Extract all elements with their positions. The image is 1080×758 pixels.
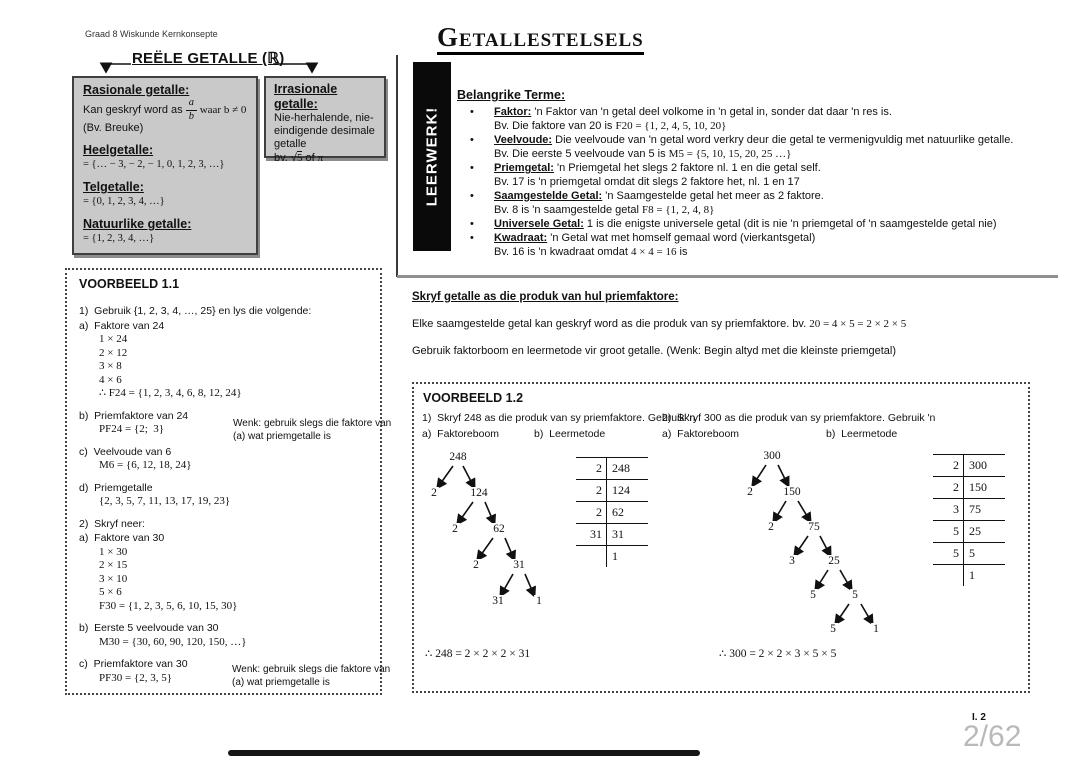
tree-node: 1 bbox=[873, 623, 879, 635]
irrasionale-line: getalle bbox=[274, 138, 307, 150]
page-counter: 2/62 bbox=[963, 720, 1022, 753]
tree-node: 5 bbox=[852, 589, 858, 601]
bullet-icon: • bbox=[470, 106, 474, 118]
question-line: a) Faktore van 30 bbox=[79, 532, 165, 544]
irrasionale-example: bv. √5 of π bbox=[274, 152, 324, 164]
priemfaktore-line2: Gebruik faktorboom en leermetode vir groot getalle. (Wenk: Begin altyd met die kleinste priemgetal) bbox=[412, 345, 897, 357]
fraction-a-over-b: $\frac{a}{b}$ bbox=[186, 98, 197, 122]
tree-node: 5 bbox=[810, 589, 816, 601]
course-note: Graad 8 Wiskunde Kernkonsepte bbox=[85, 29, 218, 39]
section-divider-vertical bbox=[396, 55, 398, 277]
question-line: b) Leermetode bbox=[534, 428, 606, 440]
conclusion-248: ∴ 248 = 2 × 2 × 2 × 31 bbox=[425, 648, 531, 660]
tree-node: 150 bbox=[783, 486, 801, 498]
bullet-icon: • bbox=[470, 218, 474, 230]
question-line: d) Priemgetalle bbox=[79, 481, 153, 494]
hint-note: Wenk: gebruik slegs die faktore van (a) wat priemgetalle is bbox=[233, 418, 392, 442]
irrasionale-line: Nie-herhalende, nie- bbox=[274, 112, 374, 124]
voorbeeld-1-1-box bbox=[65, 268, 392, 695]
tree-node: 300 bbox=[763, 450, 781, 462]
working-line: 5 × 6 bbox=[99, 586, 122, 598]
natuurlike-set: = {1, 2, 3, 4, …} bbox=[83, 233, 155, 244]
answer-line: F30 = {1, 2, 3, 5, 6, 10, 15, 30} bbox=[99, 599, 238, 612]
tree-node: 2 bbox=[473, 559, 479, 571]
irrasionale-title: Irrasionale getalle: bbox=[274, 82, 338, 111]
tree-node: 2 bbox=[431, 487, 437, 499]
answer-line: {2, 3, 5, 7, 11, 13, 17, 19, 23} bbox=[99, 495, 231, 507]
tree-node: 248 bbox=[449, 451, 467, 463]
answer-line: PF24 = {2; 3} bbox=[99, 423, 165, 435]
tree-node: 5 bbox=[830, 623, 836, 635]
answer-line: ∴ F24 = {1, 2, 3, 4, 6, 8, 12, 24} bbox=[99, 387, 242, 399]
voorbeeld-1-2-box bbox=[412, 382, 1030, 693]
answer-line: PF30 = {2, 3, 5} bbox=[99, 671, 172, 684]
natuurlike-title: Natuurlike getalle: bbox=[83, 217, 192, 231]
conclusion-300: ∴ 300 = 2 × 2 × 3 × 5 × 5 bbox=[719, 648, 837, 660]
terme-heading: Belangrike Terme: bbox=[457, 88, 566, 102]
term-item-saamgestelde: • Saamgestelde Getal: 'n Saamgestelde getal het meer as 2 faktore. Bv. 8 is 'n saamgestelde getal F8 = {1, 2, 4, 8} bbox=[470, 190, 824, 216]
term-item-kwadraat: • Kwadraat: 'n Getal wat met homself gemaal word (vierkantsgetal) Bv. 16 is 'n kwadraat omdat 4 × 4 = 16 is bbox=[470, 232, 816, 258]
tree-node: 31 bbox=[513, 559, 525, 571]
terme-list bbox=[470, 105, 1055, 259]
tree-node: 62 bbox=[493, 523, 505, 535]
tree-node: 2 bbox=[768, 521, 774, 533]
tree-node: 25 bbox=[828, 555, 840, 567]
answer-line: M30 = {30, 60, 90, 120, 150, …} bbox=[99, 635, 247, 648]
working-line: 2 × 12 bbox=[99, 346, 128, 359]
tree-node: 31 bbox=[492, 595, 504, 607]
question-line: 2) Skryf 300 as die produk van sy priemfaktore. Gebruik 'n bbox=[662, 412, 936, 424]
telgetalle-title: Telgetalle: bbox=[83, 180, 144, 194]
tree-node: 2 bbox=[747, 486, 753, 498]
bullet-icon: • bbox=[470, 232, 474, 244]
tree-node: 2 bbox=[452, 523, 458, 535]
working-line: 2 × 15 bbox=[99, 559, 128, 571]
tree-node: 75 bbox=[808, 521, 820, 533]
term-item-priemgetal: • Priemgetal: 'n Priemgetal het slegs 2 faktore nl. 1 en die getal self. Bv. 17 is 'n priemgetal omdat dit slegs 2 faktore het, nl. 1 en 17 bbox=[470, 162, 821, 188]
working-line: 1 × 30 bbox=[99, 545, 128, 558]
question-line: c) Priemfaktore van 30 bbox=[79, 658, 188, 670]
heelgetalle-set: = {… − 3, − 2, − 1, 0, 1, 2, 3, …} bbox=[83, 159, 225, 170]
term-item-universele: • Universele Getal: 1 is die enigste universele getal (dit is nie 'n priemgetal of 'n saamgestelde getal nie) bbox=[470, 218, 997, 230]
working-line: 3 × 8 bbox=[99, 360, 122, 372]
voorbeeld-1-2-title: VOORBEELD 1.2 bbox=[423, 391, 524, 405]
page-title: Getallestelsels bbox=[437, 22, 644, 55]
irrasionale-box bbox=[264, 76, 386, 164]
heelgetalle-title: Heelgetalle: bbox=[83, 143, 154, 157]
bullet-icon: • bbox=[470, 190, 474, 202]
question-line: 2) Skryf neer: bbox=[79, 517, 145, 530]
question-line: b) Leermetode bbox=[826, 428, 898, 440]
leerwerk-banner bbox=[413, 62, 451, 251]
question-line: b) Priemfaktore van 24 bbox=[79, 409, 189, 422]
question-line: c) Veelvoude van 6 bbox=[79, 445, 172, 458]
term-item-faktor: • Faktor: 'n Faktor van 'n getal deel volkome in 'n getal in, sonder dat daar 'n res is. Bv. Die faktore van 20 is F20 = {1, 2, 4, 5, 10, 20} bbox=[470, 106, 892, 132]
page-label: I. 2 bbox=[972, 712, 986, 723]
reele-getalle-heading: REËLE GETALLE (ℝ) bbox=[132, 50, 285, 67]
rasionale-box bbox=[72, 76, 258, 255]
question-line: 1) Skryf 248 as die produk van sy priemfaktore. Gebruik 'n bbox=[422, 412, 696, 424]
tree-node: 124 bbox=[470, 487, 488, 499]
section-divider-horizontal bbox=[397, 275, 1058, 278]
answer-line: M6 = {6, 12, 18, 24} bbox=[99, 459, 192, 471]
hint-note: Wenk: gebruik slegs die faktore van (a) wat priemgetalle is bbox=[232, 664, 391, 688]
tree-node: 3 bbox=[789, 555, 795, 567]
question-line: b) Eerste 5 veelvoude van 30 bbox=[79, 622, 219, 634]
rasionale-example: (Bv. Breuke) bbox=[83, 122, 144, 134]
working-line: 3 × 10 bbox=[99, 572, 128, 585]
rasionale-definition: Kan geskryf word as $\frac{a}{b}$ waar b ≠ 0 bbox=[83, 97, 247, 122]
irrasionale-line: eindigende desimale bbox=[274, 125, 375, 137]
working-line: 4 × 6 bbox=[99, 373, 122, 386]
home-indicator-bar[interactable] bbox=[228, 750, 700, 756]
question-line: a) Faktoreboom bbox=[422, 428, 500, 440]
priemfaktore-heading: Skryf getalle as die produk van hul priemfaktore: bbox=[412, 291, 679, 303]
voorbeeld-1-1-title: VOORBEELD 1.1 bbox=[79, 277, 180, 291]
bullet-icon: • bbox=[470, 162, 474, 174]
tree-node: 1 bbox=[536, 595, 542, 607]
leerwerk-banner-text: LEERWERK! bbox=[423, 106, 441, 207]
term-item-veelvoude: • Veelvoude: Die veelvoude van 'n getal word verkry deur die getal te vermenigvuldig met natuurlike getalle. Bv. Die eerste 5 veelvoude van 5 is M5 = {5, 10, 15, 20, 25 …} bbox=[470, 134, 1014, 160]
question-line: a) Faktore van 24 bbox=[79, 319, 165, 332]
rasionale-title: Rasionale getalle: bbox=[83, 83, 190, 97]
working-line: 1 × 24 bbox=[99, 333, 128, 345]
question-line: a) Faktoreboom bbox=[662, 428, 740, 440]
ladder-248: 2 248 2 124 2 62 31 31 1 bbox=[576, 457, 648, 567]
ladder-300: 2 300 2 150 3 75 5 25 5 5 1 bbox=[933, 454, 1005, 586]
priemfaktore-line1: Elke saamgestelde getal kan geskryf word as die produk van sy priemfaktore. bv. 20 = 4 × 5 = 2 × 2 × 5 bbox=[412, 318, 907, 330]
question-line: 1) Gebruik {1, 2, 3, 4, …, 25} en lys die volgende: bbox=[79, 305, 312, 317]
bullet-icon: • bbox=[470, 134, 474, 146]
telgetalle-set: = {0, 1, 2, 3, 4, …} bbox=[83, 196, 165, 207]
